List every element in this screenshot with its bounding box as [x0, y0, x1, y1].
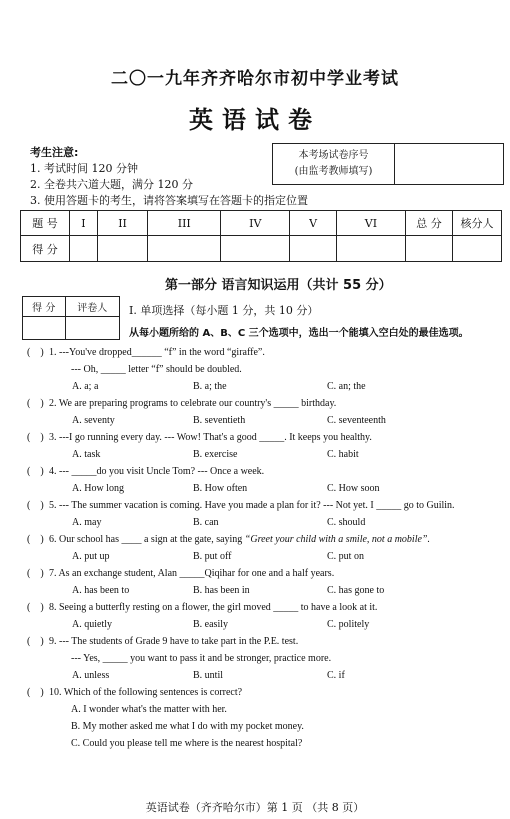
question-text: 1. ---You've dropped______ “f” in the word “giraffe”. [49, 347, 265, 358]
option-c: C. should [327, 517, 366, 528]
score-cell[interactable] [148, 236, 221, 262]
exam-subject-title: 英语试卷 [189, 105, 321, 134]
answer-blank[interactable]: ( ) [27, 500, 44, 511]
seat-number-blank[interactable] [395, 144, 503, 184]
option-b: B. My mother asked me what I do with my pocket money. [71, 721, 304, 732]
option-a: A. may [72, 517, 102, 528]
section-instruction: 从每小题所给的 A、B、C 三个选项中，选出一个能填入空白处的最佳选项。 [129, 328, 469, 339]
option-c: C. has gone to [327, 585, 385, 596]
score-table-score-row [21, 236, 502, 262]
score-table-col: III [148, 211, 221, 236]
option-a: A. a; a [72, 381, 99, 392]
answer-blank[interactable]: ( ) [27, 534, 44, 545]
score-table-col: 总 分 [406, 211, 453, 236]
note-item: 2. 全卷共六道大题，满分 120 分 [30, 178, 193, 191]
notes-heading: 考生注意: [30, 146, 79, 159]
score-cell[interactable] [70, 236, 98, 262]
option-c: C. an; the [327, 381, 366, 392]
option-a: A. has been to [72, 585, 130, 596]
option-a: A. task [72, 449, 101, 460]
grader-name-cell[interactable] [65, 317, 120, 340]
option-c: C. seventeenth [327, 415, 386, 426]
score-table-col: IV [221, 211, 290, 236]
option-a: A. I wonder what's the matter with her. [71, 704, 227, 715]
question-text: 10. Which of the following sentences is correct? [49, 687, 243, 698]
score-cell[interactable] [221, 236, 290, 262]
seat-label-line2: (由监考教师填写) [294, 166, 373, 177]
score-table-col: VI [336, 211, 405, 236]
question-7 [27, 568, 334, 579]
answer-blank[interactable]: ( ) [27, 602, 44, 613]
option-a: A. How long [72, 483, 124, 494]
part-heading: 第一部分 语言知识运用（共计 55 分） [165, 278, 392, 293]
question-6 [27, 534, 430, 545]
score-table-col: II [97, 211, 147, 236]
question-text: 4. --- _____do you visit Uncle Tom? --- Once a week. [49, 466, 265, 477]
seat-number-label [273, 144, 395, 184]
question-1 [27, 347, 265, 358]
question-text: 5. --- The summer vacation is coming. Have you made a plan for it? --- Not yet. I _____ go to Guilin. [49, 500, 455, 511]
question-text: 8. Seeing a butterfly resting on a flower, the girl moved _____ to have a look at it. [49, 602, 378, 613]
score-cell[interactable] [336, 236, 405, 262]
option-b: B. How often [193, 483, 248, 494]
option-b: B. exercise [193, 449, 238, 460]
option-b: B. put off [193, 551, 232, 562]
question-9 [27, 636, 298, 647]
section-title: I. 单项选择（每小题 1 分，共 10 分） [129, 304, 319, 317]
grader-box [22, 296, 120, 340]
option-c: C. Could you please tell me where is the nearest hospital? [71, 738, 303, 749]
score-table-col: V [290, 211, 337, 236]
option-b: B. until [193, 670, 224, 681]
answer-blank[interactable]: ( ) [27, 347, 44, 358]
option-c: C. habit [327, 449, 359, 460]
question-4 [27, 466, 264, 477]
seat-label-line1: 本考场试卷序号 [298, 150, 369, 161]
option-c: C. politely [327, 619, 370, 630]
option-a: A. seventy [72, 415, 115, 426]
question-5 [27, 500, 455, 511]
score-cell[interactable] [290, 236, 337, 262]
score-table [20, 210, 502, 262]
option-a: A. quietly [72, 619, 112, 630]
score-table-col: I [70, 211, 98, 236]
answer-blank[interactable]: ( ) [27, 432, 44, 443]
option-b: B. easily [193, 619, 228, 630]
question-line: --- Yes, _____ you want to pass it and be stronger, practice more. [71, 653, 332, 664]
answer-blank[interactable]: ( ) [27, 568, 44, 579]
question-line: --- Oh, _____ letter “f” should be doubled. [71, 364, 242, 375]
score-cell[interactable] [406, 236, 453, 262]
question-text: 7. As an exchange student, Alan _____Qiqihar for one and a half years. [49, 568, 335, 579]
option-b: B. has been in [193, 585, 250, 596]
option-b: B. can [193, 517, 219, 528]
score-table-row-label: 得 分 [21, 236, 70, 262]
grader-name-label: 评卷人 [65, 297, 120, 317]
option-b: B. a; the [193, 381, 227, 392]
note-item: 1. 考试时间 120 分钟 [30, 162, 138, 175]
question-8 [27, 602, 377, 613]
score-cell[interactable] [453, 236, 502, 262]
answer-blank[interactable]: ( ) [27, 636, 44, 647]
option-a: A. put up [72, 551, 110, 562]
score-cell[interactable] [97, 236, 147, 262]
grader-score-label: 得 分 [23, 297, 66, 317]
score-table-row-label: 题 号 [21, 211, 70, 236]
exam-main-title: 二〇一九年齐齐哈尔市初中学业考试 [111, 69, 399, 89]
option-a: A. unless [72, 670, 110, 681]
score-table-header-row [21, 211, 502, 236]
grader-score-cell[interactable] [23, 317, 66, 340]
question-text: 9. --- The students of Grade 9 have to take part in the P.E. test. [49, 636, 299, 647]
question-text: 6. Our school has ____ a sign at the gate, saying [49, 534, 245, 545]
note-item: 3. 使用答题卡的考生，请将答案填写在答题卡的指定位置 [30, 194, 308, 207]
option-c: C. put on [327, 551, 364, 562]
question-2 [27, 398, 336, 409]
score-table-col: 核分人 [453, 211, 502, 236]
page-footer: 英语试卷（齐齐哈尔市）第 1 页 （共 8 页） [145, 801, 365, 814]
option-c: C. How soon [327, 483, 380, 494]
question-text: 2. We are preparing programs to celebrate our country's _____ birthday. [49, 398, 337, 409]
option-c: C. if [327, 670, 345, 681]
question-text: 3. ---I go running every day. --- Wow! That's a good _____. It keeps you healthy. [49, 432, 372, 443]
answer-blank[interactable]: ( ) [27, 466, 44, 477]
question-quote: “Greet your child with a smile, not a mobile”. [244, 534, 430, 545]
answer-blank[interactable]: ( ) [27, 687, 44, 698]
seat-number-box [272, 143, 504, 185]
question-3 [27, 432, 372, 443]
answer-blank[interactable]: ( ) [27, 398, 44, 409]
option-b: B. seventieth [193, 415, 246, 426]
question-10 [27, 687, 242, 698]
